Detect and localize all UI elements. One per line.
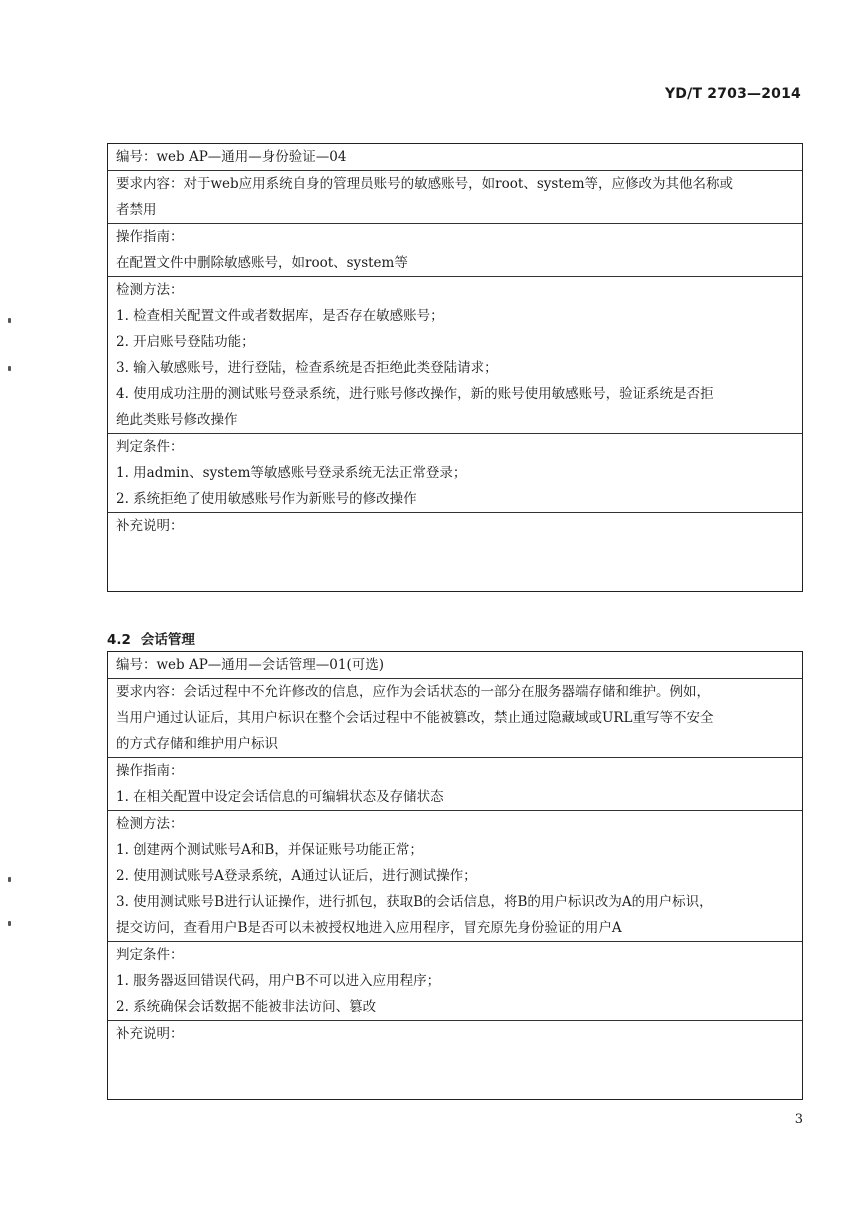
test-method-line: 1. 创建两个测试账号A和B，并保证账号功能正常；: [116, 842, 423, 858]
criteria-line: 1. 用admin、system等敏感账号登录系统无法正常登录；: [116, 465, 467, 481]
requirement-line: 的方式存储和维护用户标识: [116, 736, 278, 752]
test-method-line: 3. 输入敏感账号，进行登陆，检查系统是否拒绝此类登陆请求；: [116, 360, 498, 376]
test-method-title: 检测方法：: [116, 816, 184, 832]
operation-guide-line: 1. 在相关配置中设定会话信息的可编辑状态及存储状态: [116, 789, 444, 805]
criteria-line: 2. 系统确保会话数据不能被非法访问、篡改: [116, 999, 377, 1015]
requirement-row: [108, 678, 802, 757]
criteria-row: [108, 433, 802, 512]
operation-guide-line: 在配置文件中删除敏感账号，如root、system等: [116, 255, 408, 271]
requirement-line: 者禁用: [116, 202, 157, 218]
test-method-line: 2. 使用测试账号A登录系统，A通过认证后，进行测试操作；: [116, 868, 477, 884]
page-number: 3: [794, 1112, 803, 1127]
test-method-line: 提交访问，查看用户B是否可以未被授权地进入应用程序，冒充原先身份验证的用户A: [116, 920, 622, 936]
criteria-row: [108, 941, 802, 1020]
test-method-line: 2. 开启账号登陆功能；: [116, 334, 255, 350]
criteria-title: 判定条件：: [116, 947, 184, 963]
scan-mark: [8, 921, 11, 926]
supplementary-note-title: 补充说明：: [116, 1026, 184, 1042]
document-code: YD/T 2703—2014: [664, 86, 801, 102]
section-title-text: 会话管理: [140, 632, 195, 648]
operation-guide-row: [108, 757, 802, 810]
test-method-line: 3. 使用测试账号B进行认证操作，进行抓包，获取B的会话信息，将B的用户标识改为A的用户标识，: [116, 894, 713, 910]
criteria-title: 判定条件：: [116, 439, 184, 455]
table-id-row: [108, 144, 802, 170]
requirement-line: 当用户通过认证后，其用户标识在整个会话过程中不能被篡改，禁止通过隐藏域或URL重写等不安全: [116, 710, 714, 726]
requirement-table-session-management-01: [107, 651, 803, 1100]
operation-guide-title: 操作指南：: [116, 763, 184, 779]
table-id-text: 编号：web AP—通用—会话管理—01(可选): [116, 657, 385, 673]
section-number: 4.2: [107, 632, 131, 648]
scan-mark: [8, 366, 11, 371]
table-id-text: 编号：web AP—通用—身份验证—04: [116, 149, 347, 165]
operation-guide-row: [108, 223, 802, 276]
requirement-line: 要求内容：会话过程中不允许修改的信息，应作为会话状态的一部分在服务器端存储和维护。例如，: [116, 684, 710, 700]
scan-mark: [8, 877, 11, 882]
supplementary-note-title: 补充说明：: [116, 518, 184, 534]
test-method-line: 4. 使用成功注册的测试账号登录系统，进行账号修改操作，新的账号使用敏感账号，验证系统是否拒: [116, 386, 714, 402]
test-method-row: [108, 276, 802, 433]
scan-mark: [8, 318, 11, 323]
operation-guide-title: 操作指南：: [116, 229, 184, 245]
test-method-line: 1. 检查相关配置文件或者数据库，是否存在敏感账号；: [116, 308, 444, 324]
test-method-title: 检测方法：: [116, 282, 184, 298]
supplementary-note-row: [108, 512, 802, 591]
criteria-line: 1. 服务器返回错误代码，用户B不可以进入应用程序；: [116, 973, 441, 989]
section-heading: [107, 628, 195, 648]
test-method-line: 绝此类账号修改操作: [116, 412, 238, 428]
table-id-row: [108, 652, 802, 678]
criteria-line: 2. 系统拒绝了使用敏感账号作为新账号的修改操作: [116, 491, 417, 507]
test-method-row: [108, 810, 802, 941]
supplementary-note-row: [108, 1020, 802, 1099]
requirement-line: 要求内容：对于web应用系统自身的管理员账号的敏感账号，如root、system等，应修改为其他名称或: [116, 176, 734, 192]
requirement-row: [108, 170, 802, 223]
requirement-table-identity-verification-04: [107, 143, 803, 592]
